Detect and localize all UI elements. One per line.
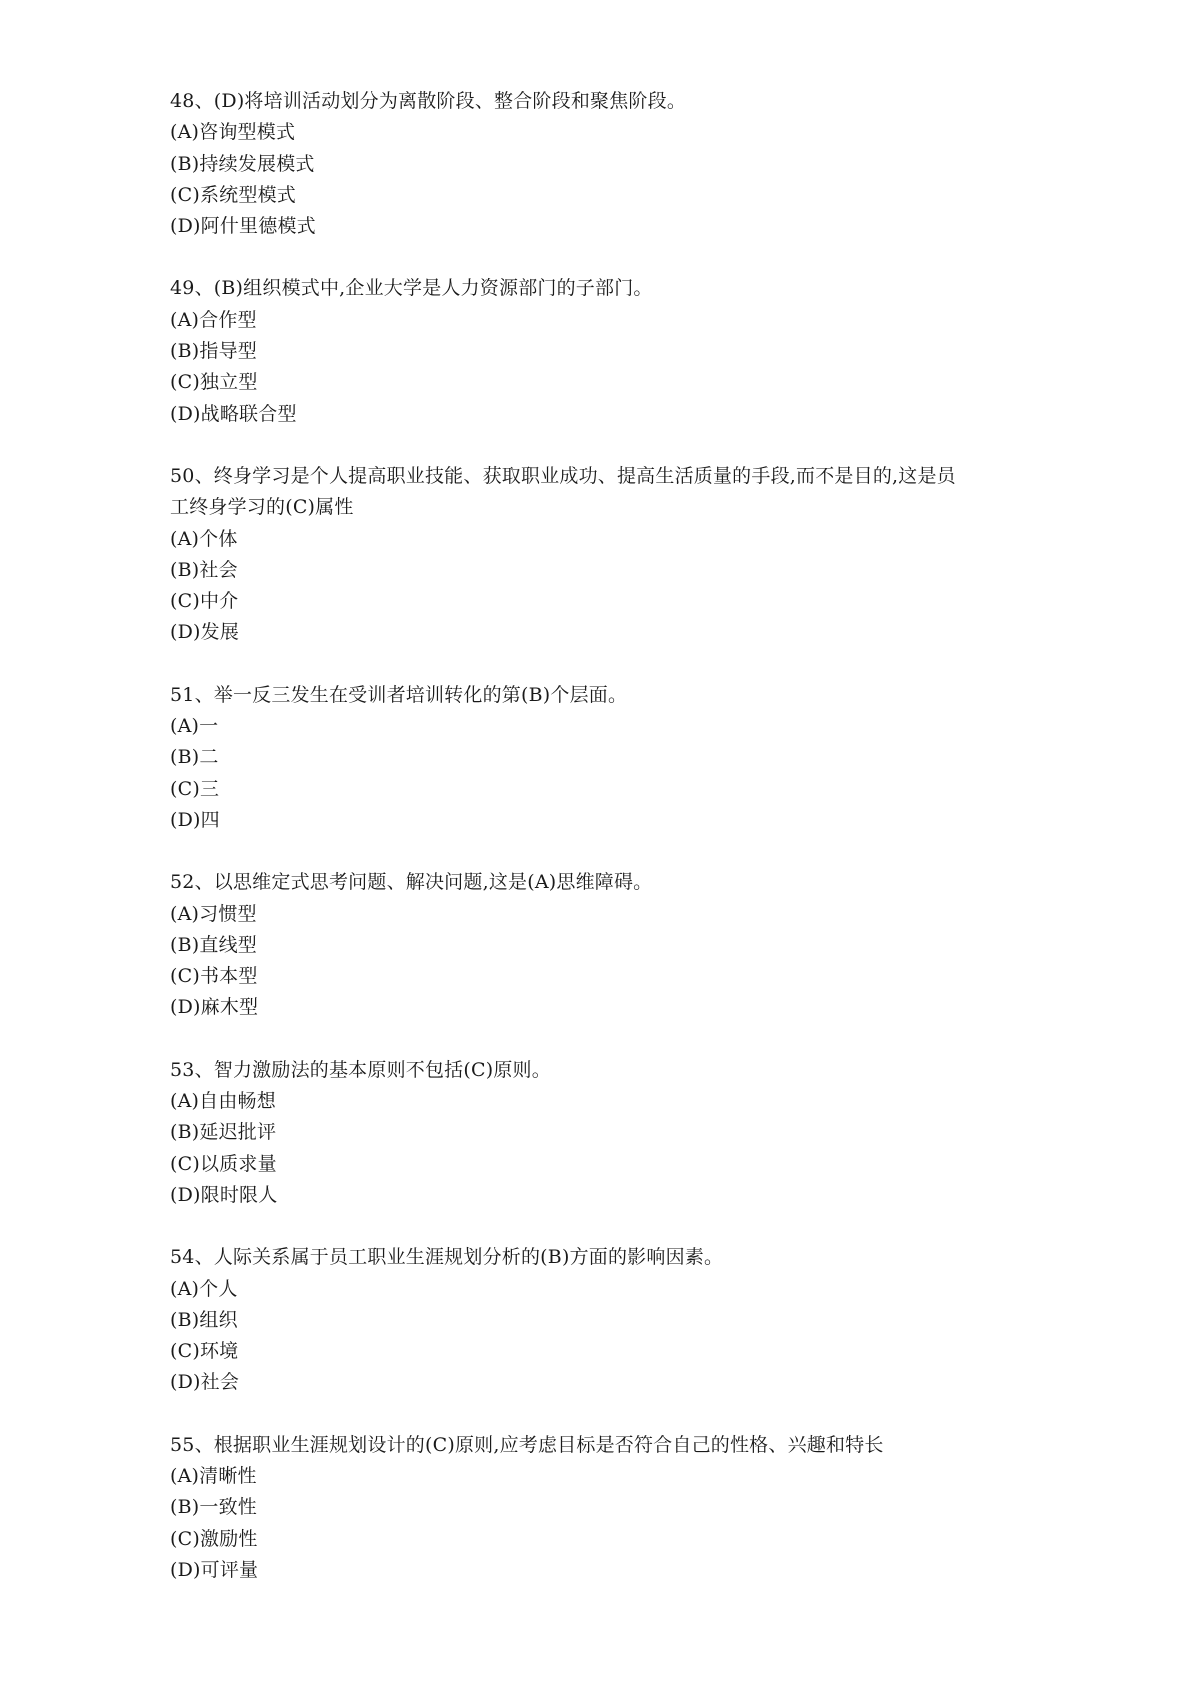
- option-d: (D)四: [170, 808, 220, 831]
- question-55: [170, 1430, 1070, 1586]
- option-b: (B)直线型: [170, 933, 257, 956]
- option-b: (B)组织: [170, 1308, 238, 1331]
- option-c: (C)独立型: [170, 371, 258, 394]
- option-a: (A)自由畅想: [170, 1090, 276, 1113]
- question-51: [170, 680, 1070, 836]
- option-d: (D)战略联合型: [170, 402, 297, 425]
- question-49: [170, 273, 1070, 429]
- option-a: (A)合作型: [170, 308, 257, 331]
- document-page: [170, 86, 1070, 1617]
- option-c: (C)以质求量: [170, 1152, 277, 1175]
- question-stem-line-2: 工终身学习的(C)属性: [170, 496, 354, 519]
- question-stem: 48、(D)将培训活动划分为离散阶段、整合阶段和聚焦阶段。: [170, 90, 687, 112]
- question-stem: 49、(B)组织模式中,企业大学是人力资源部门的子部门。: [170, 277, 653, 300]
- question-52: [170, 867, 1070, 1023]
- option-c: (C)三: [170, 777, 220, 800]
- option-d: (D)发展: [170, 621, 240, 644]
- option-c: (C)环境: [170, 1340, 239, 1363]
- option-b: (B)社会: [170, 558, 238, 581]
- option-b: (B)二: [170, 746, 219, 769]
- question-54: [170, 1242, 1070, 1398]
- option-a: (A)一: [170, 715, 219, 738]
- option-c: (C)系统型模式: [170, 183, 296, 206]
- question-stem-line-1: 50、终身学习是个人提高职业技能、获取职业成功、提高生活质量的手段,而不是目的,这是员: [170, 464, 956, 487]
- option-c: (C)中介: [170, 590, 239, 613]
- question-stem: 54、人际关系属于员工职业生涯规划分析的(B)方面的影响因素。: [170, 1246, 724, 1269]
- option-a: (A)个体: [170, 527, 238, 550]
- option-a: (A)习惯型: [170, 902, 257, 925]
- option-a: (A)咨询型模式: [170, 121, 296, 144]
- option-b: (B)指导型: [170, 340, 257, 363]
- question-stem: 53、智力激励法的基本原则不包括(C)原则。: [170, 1058, 551, 1081]
- option-d: (D)可评量: [170, 1558, 259, 1581]
- option-d: (D)麻木型: [170, 996, 259, 1019]
- question-stem: 55、根据职业生涯规划设计的(C)原则,应考虑目标是否符合自己的性格、兴趣和特长: [170, 1433, 884, 1456]
- option-d: (D)社会: [170, 1371, 240, 1394]
- question-stem: 52、以思维定式思考问题、解决问题,这是(A)思维障碍。: [170, 871, 653, 894]
- option-c: (C)激励性: [170, 1527, 258, 1550]
- question-48: [170, 86, 1070, 242]
- option-b: (B)持续发展模式: [170, 152, 315, 175]
- question-50: [170, 461, 1070, 649]
- option-c: (C)书本型: [170, 965, 258, 988]
- option-d: (D)限时限人: [170, 1183, 278, 1206]
- option-b: (B)一致性: [170, 1496, 257, 1519]
- option-b: (B)延迟批评: [170, 1121, 277, 1144]
- option-a: (A)个人: [170, 1277, 238, 1300]
- question-53: [170, 1055, 1070, 1211]
- option-d: (D)阿什里德模式: [170, 215, 316, 238]
- question-stem: [170, 461, 1050, 524]
- question-stem: 51、举一反三发生在受训者培训转化的第(B)个层面。: [170, 683, 628, 706]
- option-a: (A)清晰性: [170, 1464, 257, 1487]
